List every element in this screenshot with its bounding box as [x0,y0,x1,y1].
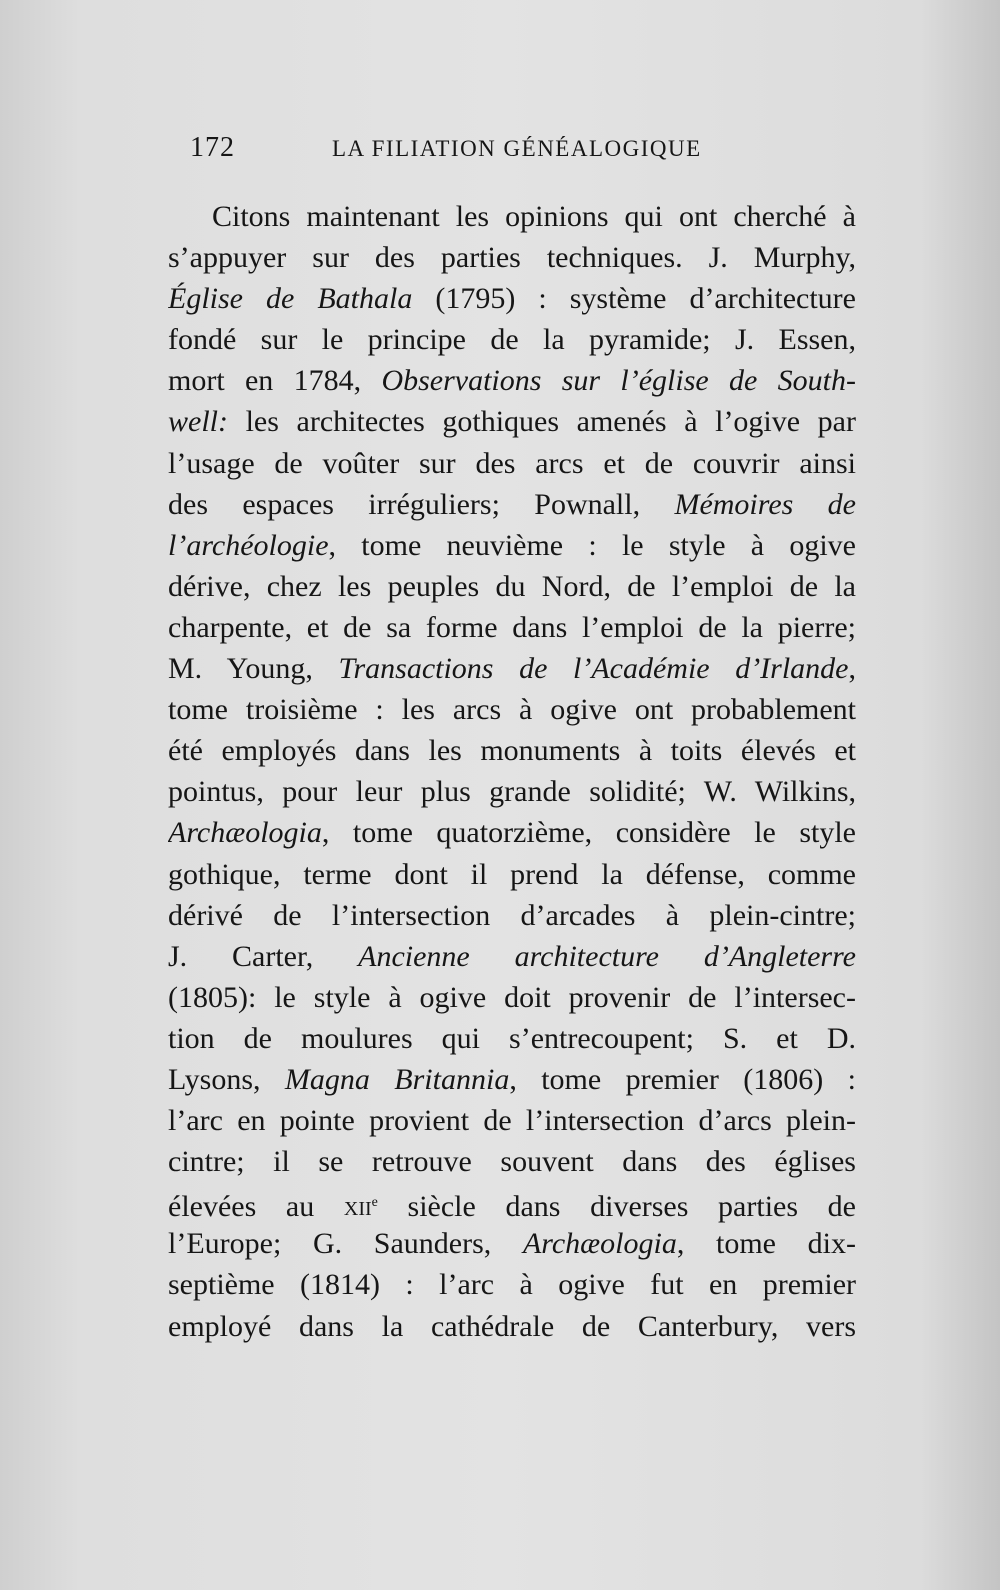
text-line: l’usage de voûter sur des arcs et de couvrir ainsi [168,446,856,480]
text-line: Archæologia, tome quatorzième, considère le style [168,816,856,850]
text-line: employé dans la cathédrale de Canterbury, vers [168,1309,856,1343]
citation-title: Église de Bathala [168,282,413,316]
text-line: fondé sur le principe de la pyramide; J. Essen, [168,323,856,357]
text-line: été employés dans les monuments à toits élevés et [168,734,856,768]
text-line: l’Europe; G. Saunders, Archæologia, tome dix- [168,1227,856,1261]
text-line: J. Carter, Ancienne architecture d’Angleterre [168,939,856,973]
text-line: Lysons, Magna Britannia, tome premier (1806) : [168,1062,856,1096]
text-line: M. Young, Transactions de l’Académie d’Irlande, [168,652,856,686]
body-text [168,196,856,1347]
text-line: l’arc en pointe provient de l’intersection d’arcs plein- [168,1104,856,1138]
citation-title: Magna Britannia [284,1062,510,1096]
text-line: septième (1814) : l’arc à ogive fut en premier [168,1268,856,1302]
text-line: des espaces irréguliers; Pownall, Mémoires de [168,487,856,521]
citation-title: Observations sur l’église de South- [381,364,856,398]
text-line: Citons maintenant les opinions qui ont cherché à [212,200,856,233]
citation-title: well: [168,405,228,439]
text-line: cintre; il se retrouve souvent dans des églises [168,1145,856,1179]
text-line: well: les architectes gothiques amenés à l’ogive par [168,405,856,439]
citation-title: Ancienne architecture d’Angleterre [358,939,856,973]
text-line: dérive, chez les peuples du Nord, de l’emploi de la [168,569,856,603]
citation-title: Transactions de l’Académie d’Irlande [338,652,849,686]
citation-title: Archæologia [168,816,322,850]
text-line: l’archéologie, tome neuvième : le style à ogive [168,528,856,562]
page-number: 172 [190,132,235,163]
text-line: mort en 1784, Observations sur l’église de South- [168,364,856,398]
text-line: s’appuyer sur des parties techniques. J. Murphy, [168,241,856,275]
century-numeral: XII [343,1198,372,1221]
citation-title: Mémoires de [674,487,856,521]
text-line: gothique, terme dont il prend la défense, comme [168,857,856,891]
text-line: dérivé de l’intersection d’arcades à plein-cintre; [168,898,856,932]
text-line: pointus, pour leur plus grande solidité; W. Wilkins, [168,775,856,809]
text-line: (1805): le style à ogive doit provenir de l’intersec- [168,980,856,1014]
citation-title: Archæologia [522,1227,677,1261]
text-line: tion de moulures qui s’entrecoupent; S. et D. [168,1021,856,1055]
citation-title: l’archéologie [168,528,329,562]
page-header [180,132,840,172]
text-line: Église de Bathala (1795) : système d’architecture [168,282,856,316]
running-title: LA FILIATION GÉNÉALOGIQUE [332,136,702,161]
text-line: charpente, et de sa forme dans l’emploi de la pierre; [168,610,856,644]
text-line: élevées au XIIe siècle dans diverses parties de [168,1190,856,1224]
ordinal-superscript: e [371,1195,378,1211]
text-line: tome troisième : les arcs à ogive ont probablement [168,693,856,727]
